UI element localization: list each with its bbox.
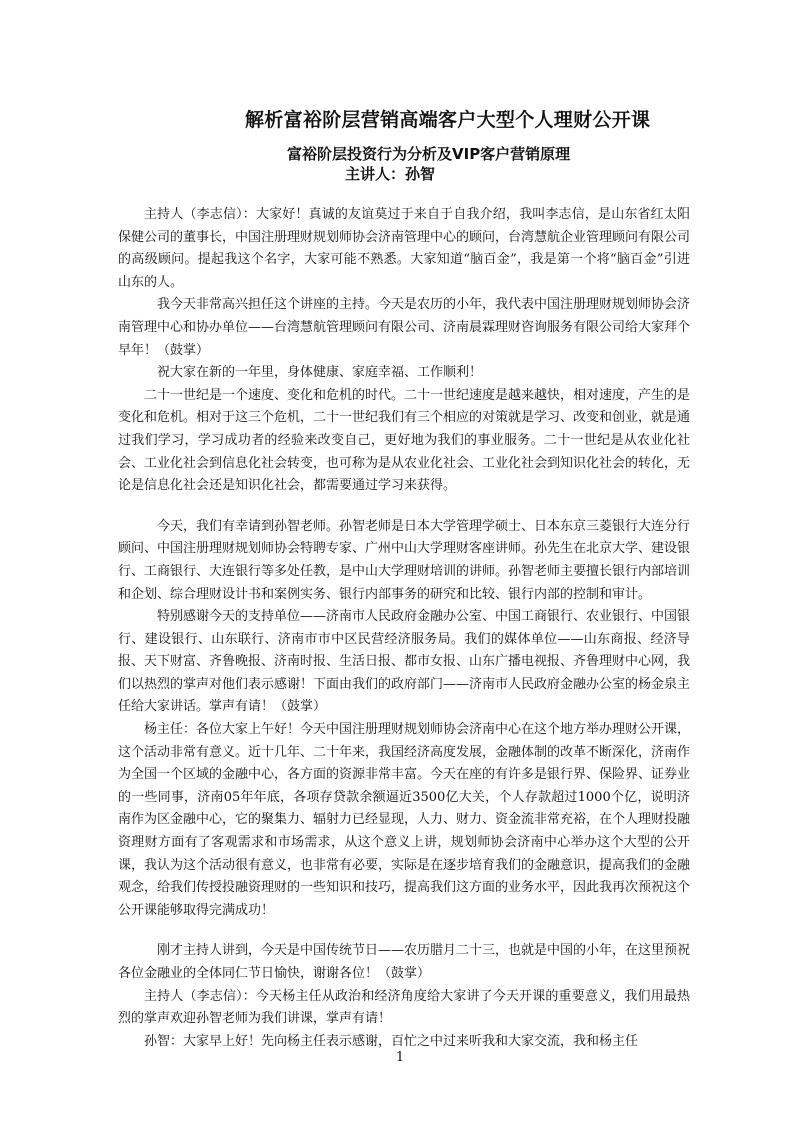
paragraph-host-intro: 主持人（李志信）：大家好！真诚的友谊莫过于来自于自我介绍，我叫李志信，是山东省红太阳保健公司的董事长，中国注册理财规划师协会济南管理中心的顾问，台湾慧航企业管理顾问有限公司的高级顾问。提起我这个名字，大家可能不熟悉。大家知道“脑百金”，我是第一个将“脑百金”引进山东的人。 — [118, 207, 691, 290]
paragraph-host-welcome: 主持人（李志信）：今天杨主任从政治和经济角度给大家讲了今天开课的重要意义，我们用最热烈的掌声欢迎孙智老师为我们讲课，掌声有请！ — [118, 988, 690, 1027]
paragraph-host-greeting: 我今天非常高兴担任这个讲座的主持。今天是农历的小年，我代表中国注册理财规划师协会济南管理中心和协办单位——台湾慧航管理顾问有限公司、济南晨霖理财咨询服务有限公司给大家拜个早年！（鼓掌） — [118, 297, 691, 358]
paragraph-new-year-wishes: 祝大家在新的一年里，身体健康、家庭幸福、工作顺利！ — [157, 365, 483, 381]
paragraph-21st-century: 二十一世纪是一个速度、变化和危机的时代。二十一世纪速度是越来越快，相对速度，产生的是变化和危机。相对于这三个危机，二十一世纪我们有三个相应的对策就是学习、改变和创业，就是通过我们学习，学习成功者的经验来改变自己，更好地为我们的事业服务。二十一世纪是从农业化社会、工业化社会到信息化社会转变，也可称为是从农业化社会、工业化社会到知识化社会的转化，无论是信息化社会还是知识化社会，都需要通过学习来获得。 — [118, 387, 691, 494]
paragraph-festival-greeting: 刚才主持人讲到，今天是中国传统节日——农历腊月二十三，也就是中国的小年，在这里预祝各位金融业的全体同仁节日愉快，谢谢各位！（鼓掌） — [118, 943, 691, 981]
document-subtitle: 富裕阶层投资行为分析及VIP客户营销原理 — [287, 145, 571, 163]
paragraph-sun-zhi-opening: 孙智：大家早上好！先向杨主任表示感谢，百忙之中过来听我和大家交流，我和杨主任 — [144, 1033, 639, 1049]
paragraph-director-yang: 杨主任：各位大家上午好！今天中国注册理财规划师协会济南中心在这个地方举办理财公开课，这个活动非常有意义。近十几年、二十年来，我国经济高度发展，金融体制的改革不断深化，济南作为全国一个区域的金融中心，各方面的资源非常丰富。今天在座的有许多是银行界、保险界、证券业的一些同事，济南05年年底，各项存贷款余额逼近3500亿大关，个人存款超过1000个亿，说明济南作为区金融中心，它的聚集力、辐射力已经显现，人力、财力、资金流非常充裕，在个人理财投融资理财方面有了客观需求和市场需求，从这个意义上讲，规划师协会济南中心举办这个大型的公开课，我认为这个活动很有意义，也非常有必要，实际是在逐步培育我们的金融意识，提高我们的金融观念，给我们传授投融资理财的一些知识和技巧，提高我们这方面的业务水平，因此我再次预祝这个公开课能够取得完满成功！ — [118, 722, 691, 918]
page-number: 1 — [395, 1050, 405, 1065]
paragraph-acknowledgements: 特别感谢今天的支持单位——济南市人民政府金融办公室、中国工商银行、农业银行、中国银行、建设银行、山东联行、济南市市中区民营经济服务局。我们的媒体单位——山东商报、经济导报、天下财富、齐鲁晚报、济南时报、生活日报、都市女报、山东广播电视报、齐鲁理财中心网，我们以热烈的掌声对他们表示感谢！下面由我们的政府部门——济南市人民政府金融办公室的杨金泉主任给大家讲话。掌声有请！（鼓掌） — [118, 609, 691, 715]
paragraph-speaker-intro: 今天，我们有幸请到孙智老师。孙智老师是日本大学管理学硕士、日本东京三菱银行大连分行顾问、中国注册理财规划师协会特聘专家、广州中山大学理财客座讲师。孙先生在北京大学、建设银行、工商银行、大连银行等多处任教，是中山大学理财培训的讲师。孙智老师主要擅长银行内部培训和企划、综合理财设计书和案例实务、银行内部事务的研究和比较、银行内部的控制和审计。 — [118, 518, 691, 602]
document-title: 解析富裕阶层营销高端客户大型个人理财公开课 — [245, 109, 651, 131]
speaker-line: 主讲人：孙智 — [345, 165, 436, 183]
document-body — [118, 204, 690, 1053]
